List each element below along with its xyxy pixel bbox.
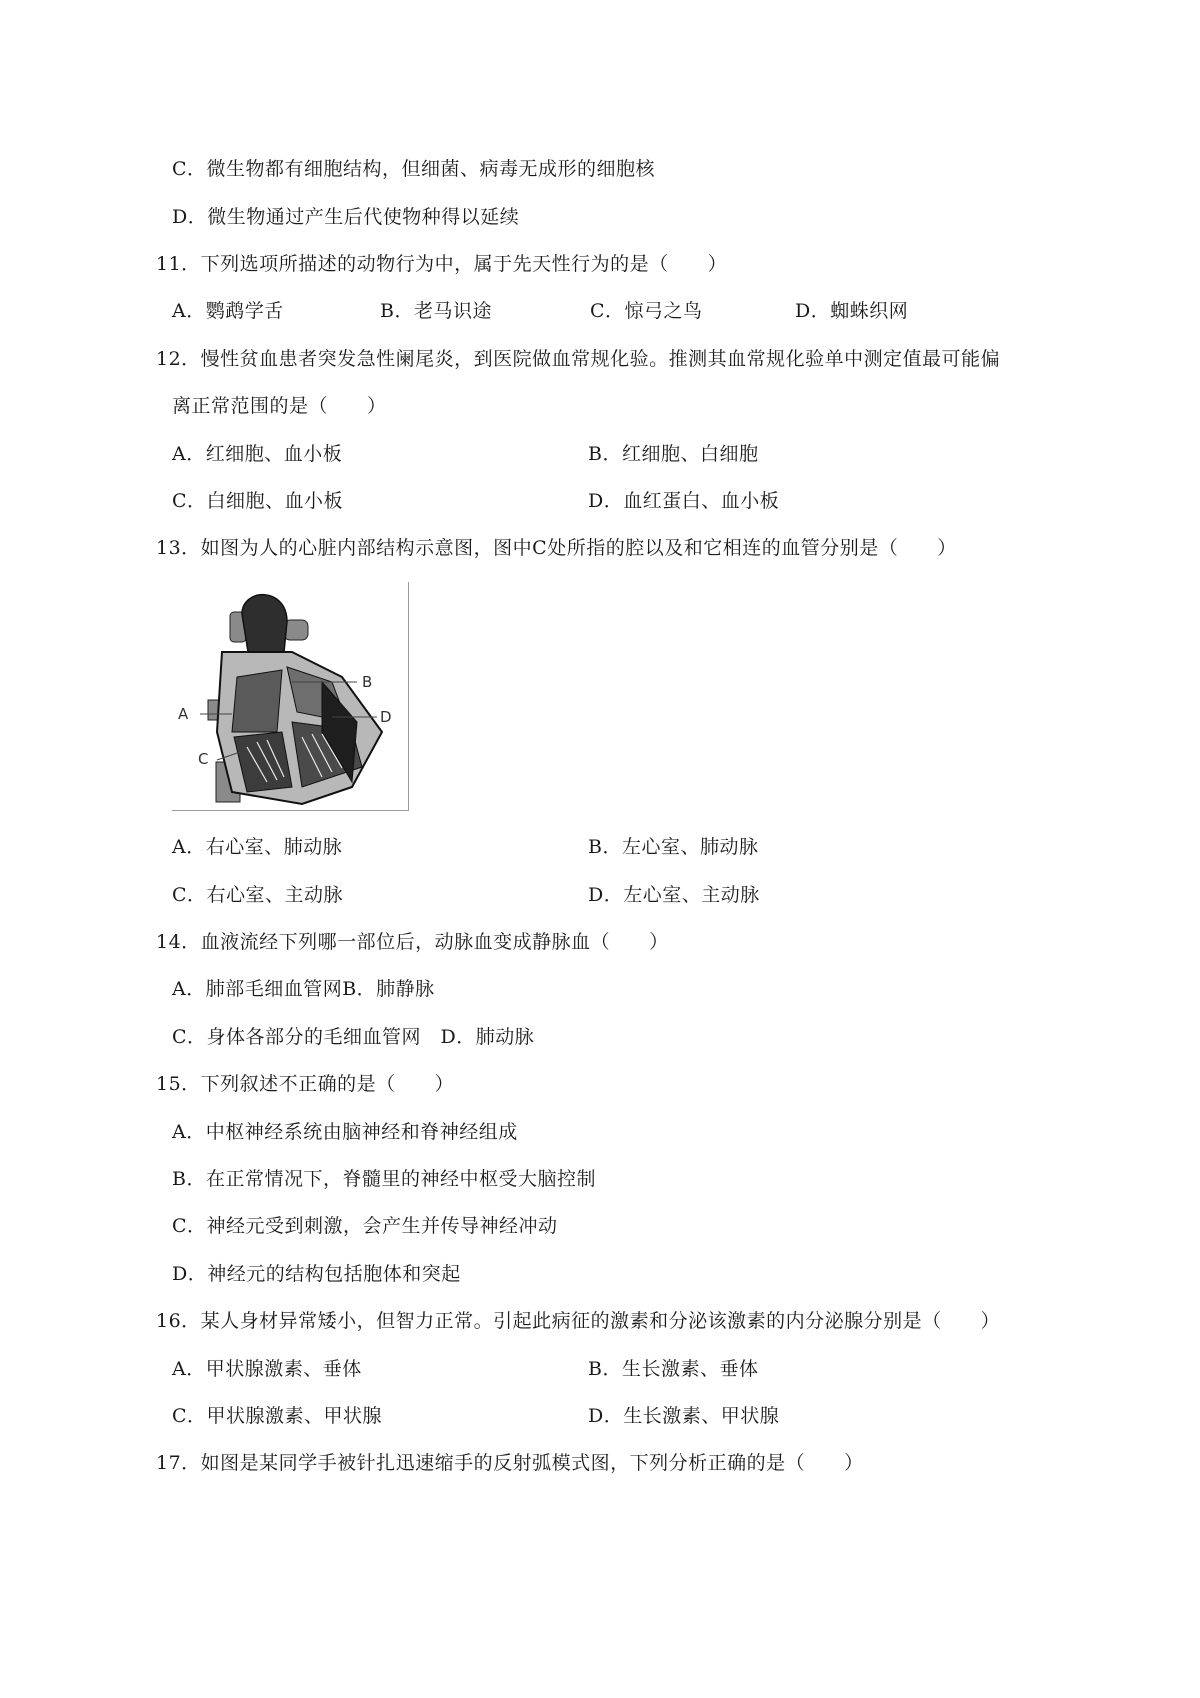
label-d: D bbox=[380, 708, 392, 726]
q15-option-d: D．神经元的结构包括胞体和突起 bbox=[172, 1263, 461, 1285]
question-11: 11．下列选项所描述的动物行为中，属于先天性行为的是（ ） bbox=[156, 253, 728, 275]
q11-option-c: C．惊弓之鸟 bbox=[590, 300, 703, 322]
q10-option-d: D．微生物通过产生后代使物种得以延续 bbox=[172, 206, 520, 228]
question-12: 12．慢性贫血患者突发急性阑尾炎，到医院做血常规化验。推测其血常规化验单中测定值最可能偏 bbox=[156, 348, 1001, 370]
label-b: B bbox=[362, 673, 373, 691]
q10-option-c: C．微生物都有细胞结构，但细菌、病毒无成形的细胞核 bbox=[172, 158, 656, 180]
heart-illustration bbox=[172, 582, 408, 810]
q16-option-d: D．生长激素、甲状腺 bbox=[588, 1405, 780, 1427]
question-17: 17．如图是某同学手被针扎迅速缩手的反射弧模式图，下列分析正确的是（ ） bbox=[156, 1452, 864, 1474]
q13-option-d: D．左心室、主动脉 bbox=[588, 884, 760, 906]
q13-option-b: B．左心室、肺动脉 bbox=[588, 836, 759, 858]
q15-option-a: A．中枢神经系统由脑神经和脊神经组成 bbox=[172, 1121, 518, 1143]
question-14: 14．血液流经下列哪一部位后，动脉血变成静脉血（ ） bbox=[156, 931, 669, 953]
q11-option-b: B．老马识途 bbox=[380, 300, 492, 322]
q11-option-a: A．鹦鹉学舌 bbox=[172, 300, 284, 322]
q16-option-a: A．甲状腺激素、垂体 bbox=[172, 1358, 362, 1380]
label-c: C bbox=[198, 750, 209, 768]
q16-option-c: C．甲状腺激素、甲状腺 bbox=[172, 1405, 383, 1427]
right-atrium bbox=[232, 670, 282, 732]
q12-option-a: A．红细胞、血小板 bbox=[172, 443, 343, 465]
q16-option-b: B．生长激素、垂体 bbox=[588, 1358, 759, 1380]
q12-option-c: C．白细胞、血小板 bbox=[172, 490, 344, 512]
q11-option-d: D．蜘蛛织网 bbox=[795, 300, 909, 322]
q13-option-c: C．右心室、主动脉 bbox=[172, 884, 344, 906]
q15-option-c: C．神经元受到刺激，会产生并传导神经冲动 bbox=[172, 1215, 558, 1237]
question-16: 16．某人身材异常矮小，但智力正常。引起此病征的激素和分泌该激素的内分泌腺分别是（ ） bbox=[156, 1310, 1001, 1332]
question-12-cont: 离正常范围的是（ ） bbox=[172, 395, 387, 417]
q12-option-b: B．红细胞、白细胞 bbox=[588, 443, 759, 465]
heart-diagram bbox=[172, 582, 409, 811]
q12-option-d: D．血红蛋白、血小板 bbox=[588, 490, 780, 512]
q13-option-a: A．右心室、肺动脉 bbox=[172, 836, 343, 858]
question-13: 13．如图为人的心脏内部结构示意图，图中C处所指的腔以及和它相连的血管分别是（ ） bbox=[156, 537, 957, 559]
q14-options-cd: C．身体各部分的毛细血管网 D．肺动脉 bbox=[172, 1026, 535, 1048]
q15-option-b: B．在正常情况下，脊髓里的神经中枢受大脑控制 bbox=[172, 1168, 596, 1190]
question-15: 15．下列叙述不正确的是（ ） bbox=[156, 1073, 455, 1095]
label-a: A bbox=[178, 705, 189, 723]
q14-options-ab: A．肺部毛细血管网B．肺静脉 bbox=[172, 978, 435, 1000]
